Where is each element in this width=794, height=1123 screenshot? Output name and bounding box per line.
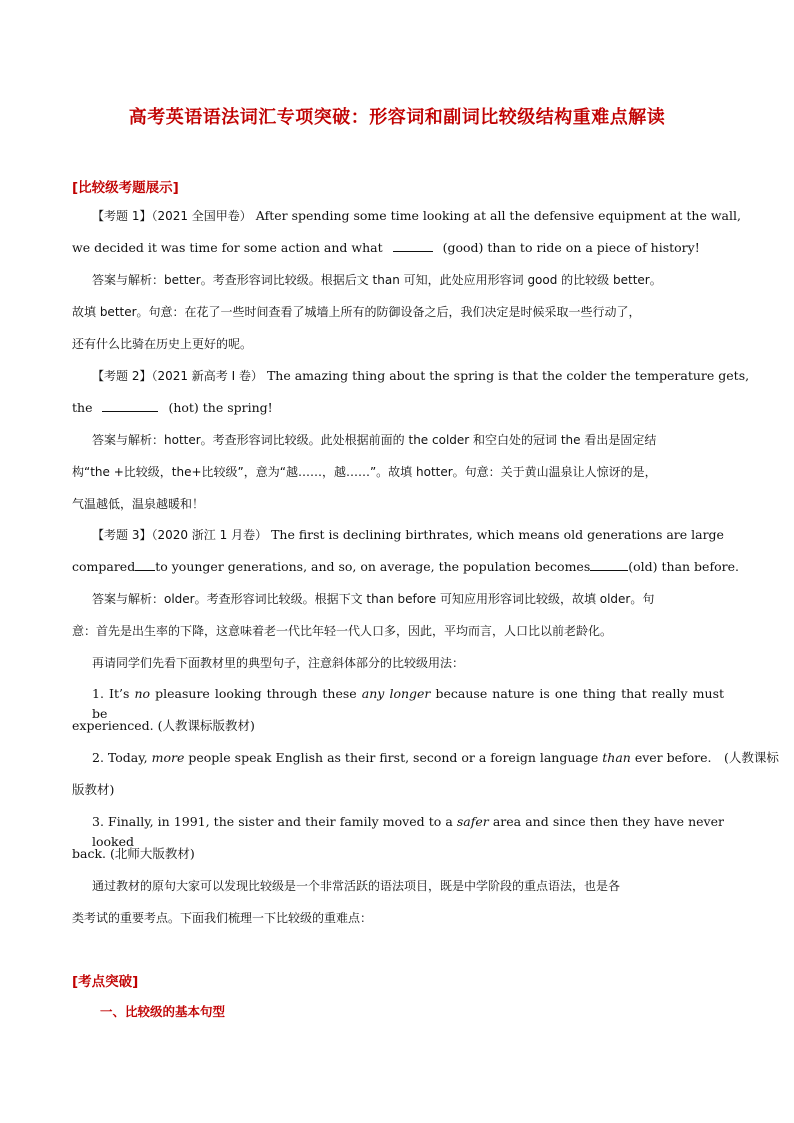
example-2-italic-b: than — [602, 750, 631, 765]
question-1-text-a: After spending some time looking at all the defensive equipment at the wall, — [255, 208, 741, 223]
example-1-italic-b: any longer — [361, 686, 431, 701]
answer-1-line-2: 故填 better。句意：在花了一些时间查看了城墙上所有的防御设备之后，我们决定是时候采取一些行动了， — [72, 305, 641, 319]
section-heading-key-points: [考点突破] — [72, 974, 139, 990]
answer-3-line-1: 答案与解析：older。考查形容词比较级。根据下文 than before 可知应用形容词比较级，故填 older。句 — [92, 592, 655, 606]
answer-3-line-2: 意：首先是出生率的下降，这意味着老一代比年轻一代人口多，因此，平均而言，人口比以前老龄化。 — [72, 624, 613, 638]
question-2-hint: (hot) the spring! — [168, 400, 273, 415]
question-3-text-b2: to younger generations, and so, on average, the population becomes — [155, 559, 591, 574]
answer-2-line-1: 答案与解析：hotter。考查形容词比较级。此处根据前面的 the colder 和空白处的冠词 the 看出是固定结 — [92, 433, 657, 447]
question-2-text-b: the — [72, 400, 93, 415]
example-3-text-b: area and since then they have never looked — [92, 814, 724, 849]
example-1-italic-a: no — [134, 686, 151, 701]
section-heading-exam-examples: [比较级考题展示] — [72, 180, 179, 196]
question-2-source: （2021 新高考 I 卷） — [151, 369, 263, 383]
question-3-line-2 — [72, 557, 739, 577]
example-1-line-2: experienced. (人教课标版教材) — [72, 718, 255, 733]
question-3-line-1 — [92, 525, 724, 545]
question-3-hint: (old) than before. — [628, 559, 739, 574]
question-1-hint: (good) than to ride on a piece of history! — [442, 240, 700, 255]
subheading-basic-patterns: 一、比较级的基本句型 — [100, 1004, 226, 1019]
question-3-source: （2020 浙江 1 月卷） — [151, 528, 268, 542]
example-1-text-c: because nature is one thing that really must be — [92, 686, 725, 721]
summary-line-2: 类考试的重要考点。下面我们梳理一下比较级的重难点： — [72, 911, 373, 925]
example-2-text-a: 2. Today, — [92, 750, 148, 765]
question-2-line-2 — [72, 398, 724, 418]
example-2-line-1 — [92, 748, 779, 768]
textbook-intro: 再请同学们先看下面教材里的典型句子，注意斜体部分的比较级用法： — [92, 656, 465, 670]
answer-1-line-1: 答案与解析：better。考查形容词比较级。根据后文 than 可知，此处应用形容词 good 的比较级 better。 — [92, 273, 662, 287]
question-1-tag: 【考题 1】 — [92, 209, 152, 223]
question-1-source: （2021 全国甲卷） — [151, 209, 252, 223]
question-3-tag: 【考题 3】 — [92, 528, 152, 542]
question-2-tag: 【考题 2】 — [92, 369, 152, 383]
question-1-line-2 — [72, 238, 724, 258]
example-1-text-b: pleasure looking through these — [155, 686, 357, 701]
answer-2-line-2: 构“the +比较级，the+比较级”，意为“越……，越……”。故填 hotter。句意：关于黄山温泉让人惊讶的是， — [72, 465, 657, 479]
question-3-blank-2 — [590, 557, 628, 571]
summary-line-1: 通过教材的原句大家可以发现比较级是一个非常活跃的语法项目，既是中学阶段的重点语法，也是各 — [92, 879, 621, 893]
example-3-text-a: 3. Finally, in 1991, the sister and their family moved to a — [92, 814, 453, 829]
example-2-italic-a: more — [151, 750, 185, 765]
question-1-text-b: we decided it was time for some action and what — [72, 240, 383, 255]
question-3-blank-1 — [135, 557, 155, 571]
page-title: 高考英语语法词汇专项突破：形容词和副词比较级结构重难点解读 — [128, 107, 666, 128]
example-3-italic-a: safer — [456, 814, 489, 829]
question-1-blank — [393, 238, 433, 252]
question-2-line-1 — [92, 366, 750, 386]
example-2-text-c: ever before. (人教课标 — [634, 750, 779, 765]
question-3-text-a: The first is declining birthrates, which means old generations are large — [271, 527, 724, 542]
question-1-line-1 — [92, 206, 741, 226]
question-3-text-b1: compared — [72, 559, 136, 574]
answer-2-line-3: 气温越低，温泉越暖和！ — [72, 497, 205, 511]
answer-1-line-3: 还有什么比骑在历史上更好的呢。 — [72, 337, 253, 351]
question-2-blank — [102, 398, 158, 412]
example-2-text-b: people speak English as their first, second or a foreign language — [188, 750, 599, 765]
example-1-text-a: 1. It’s — [92, 686, 130, 701]
example-3-line-2: back. (北师大版教材) — [72, 846, 195, 861]
question-2-text-a: The amazing thing about the spring is that the colder the temperature gets, — [266, 368, 750, 383]
example-2-line-2: 版教材) — [72, 782, 115, 797]
